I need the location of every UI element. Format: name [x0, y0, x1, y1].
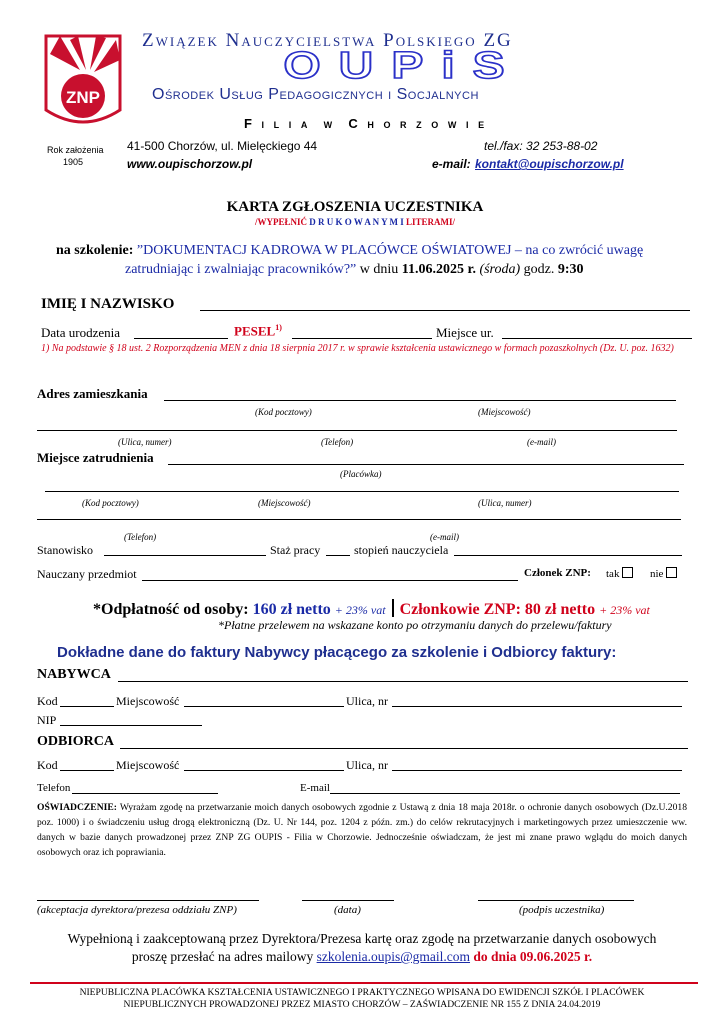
- founded-label: Rok założenia: [47, 145, 104, 155]
- director-signature-field[interactable]: [37, 900, 259, 901]
- vat-note: + 23% vat: [334, 603, 386, 617]
- member-label: Członek ZNP:: [524, 567, 591, 579]
- degree-field[interactable]: [454, 555, 682, 556]
- receiver-street-label: Ulica, nr: [346, 758, 388, 772]
- vat-note: + 23% vat: [599, 603, 650, 617]
- buyer-street-field[interactable]: [392, 706, 682, 707]
- time-prefix: godz.: [520, 262, 558, 277]
- price: 160 zł netto: [252, 601, 331, 618]
- subtitle-emphasis: D R U K O W A N Y M I: [309, 217, 404, 227]
- pricing-line: [93, 599, 650, 619]
- caption-city: (Miejscowość): [258, 498, 311, 508]
- receiver-email-label: E-mail: [300, 782, 330, 794]
- buyer-street-label: Ulica, nr: [346, 694, 388, 708]
- statement-label: OŚWIADCZENIE:: [37, 802, 117, 813]
- website: www.oupischorzow.pl: [127, 157, 253, 171]
- org-line2: Ośrodek Usług Pedagogicznych i Socjalnych: [152, 86, 479, 103]
- receiver-kod-label: Kod: [37, 758, 58, 772]
- caption-street: (Ulica, numer): [118, 437, 172, 447]
- training-time: 9:30: [557, 262, 584, 277]
- workplace-field-3[interactable]: [37, 519, 681, 520]
- caption-city: (Miejscowość): [478, 407, 531, 417]
- receiver-kod-field[interactable]: [60, 770, 114, 771]
- participant-signature-field[interactable]: [478, 900, 634, 901]
- receiver-phone-label: Telefon: [37, 782, 71, 794]
- pesel-field[interactable]: [292, 338, 432, 339]
- buyer-city-field[interactable]: [184, 706, 344, 707]
- participant-caption: (podpis uczestnika): [519, 904, 605, 916]
- director-caption: (akceptacja dyrektora/prezesa oddziału ZNP): [37, 904, 237, 916]
- training-label: na szkolenie:: [56, 243, 134, 258]
- znp-logo-icon: [40, 30, 126, 142]
- founded-year: 1905: [63, 157, 84, 167]
- workplace-label: Miejsce zatrudnienia: [37, 450, 154, 465]
- subject-field[interactable]: [142, 580, 518, 581]
- birthplace-label: Miejsce ur.: [436, 325, 494, 340]
- branch: F i l i a w C h o r z o w i e: [244, 116, 488, 131]
- phone: tel./fax: 32 253-88-02: [484, 139, 598, 153]
- closing-line2: [0, 949, 724, 965]
- footer-line2: NIEPUBLICZNYCH PROWADZONEJ PRZEZ MIASTO CHORZÓW – ZAŚWIADCZENIE NR 155 Z DNIA 24.04.2019: [123, 999, 601, 1010]
- member-no[interactable]: [650, 567, 677, 580]
- nip-label: NIP: [37, 713, 57, 727]
- workplace-field-2[interactable]: [45, 491, 679, 492]
- footer-line1: NIEPUBLICZNA PLACÓWKA KSZTAŁCENIA USTAWICZNEGO I PRAKTYCZNEGO WPISANA DO EWIDENCJI SZKÓŁ I PLACÓWEK: [79, 987, 645, 998]
- caption-email: (e-mail): [430, 532, 459, 542]
- email-label: e-mail:: [432, 157, 471, 171]
- invoice-heading: Dokładne dane do faktury Nabywcy płacącego za szkolenie i Odbiorcy faktury:: [57, 644, 617, 661]
- org-line1: Związek Nauczycielstwa Polskiego ZG: [142, 30, 513, 51]
- caption-institution: (Placówka): [340, 469, 382, 479]
- buyer-city-label: Miejscowość: [116, 694, 180, 708]
- pricing-label: *Odpłatność od osoby:: [93, 601, 249, 618]
- yes-checkbox[interactable]: [622, 567, 633, 578]
- caption-postcode: (Kod pocztowy): [255, 407, 312, 417]
- birthdate-field[interactable]: [134, 338, 228, 339]
- training-day: (środa): [479, 262, 521, 277]
- submission-email-link[interactable]: szkolenia.oupis@gmail.com: [316, 949, 471, 964]
- pricing-divider: [392, 599, 394, 617]
- closing-line1: Wypełnioną i zaakceptowaną przez Dyrektora/Prezesa kartę oraz zgodę na przetwarzanie danych osobowych: [67, 931, 657, 946]
- logo: [40, 30, 126, 142]
- statement-text: Wyrażam zgodę na przetwarzanie moich danych osobowych zgodnie z Ustawą z dnia 18 maja 2018r. o ochronie danych osobowych (Dz.U.2018 poz. 1000) i o świadczeniu usług drogą elektroniczną (Dz. U. Nr 144, poz. 1204 z późn. zm.) do celów rekrutacyjnych i marketingowych przez umieszczenie ww. danych w bazie danych prowadzonej przez ZNP ZG OUPIS - Filia w Chorzowie. Jednocześnie oświadczam, że jest mi znane prawo wglądu do moich danych osobowych oraz ich poprawiania.: [37, 802, 687, 858]
- header-email-link[interactable]: kontakt@oupischorzow.pl: [475, 157, 624, 171]
- no-label: nie: [650, 568, 664, 580]
- name-field[interactable]: [200, 310, 690, 311]
- caption-phone: (Telefon): [321, 437, 354, 447]
- members-price: Członkowie ZNP: 80 zł netto: [399, 601, 596, 618]
- workplace-field[interactable]: [168, 464, 684, 465]
- caption-street: (Ulica, numer): [478, 498, 532, 508]
- position-label: Stanowisko: [37, 543, 94, 557]
- buyer-label: NABYWCA: [37, 667, 111, 682]
- buyer-kod-field[interactable]: [60, 706, 114, 707]
- pricing-note: *Płatne przelewem na wskazane konto po otrzymaniu danych do przelewu/faktury: [218, 618, 612, 632]
- pesel-text: PESEL: [234, 323, 276, 339]
- receiver-email-field[interactable]: [330, 793, 680, 794]
- date-caption: (data): [334, 904, 361, 916]
- buyer-field[interactable]: [118, 681, 688, 682]
- caption-postcode: (Kod pocztowy): [82, 498, 139, 508]
- birthplace-field[interactable]: [502, 338, 692, 339]
- training-line2: [125, 262, 584, 278]
- pesel-label: [234, 323, 282, 339]
- seniority-label: Staż pracy: [270, 543, 321, 557]
- subtitle-part: LITERAMI/: [403, 217, 456, 227]
- address: 41-500 Chorzów, ul. Mielęckiego 44: [127, 139, 318, 153]
- name-label: IMIĘ I NAZWISKO: [41, 296, 175, 312]
- caption-phone: (Telefon): [124, 532, 157, 542]
- caption-email: (e-mail): [527, 437, 556, 447]
- date-signature-field[interactable]: [302, 900, 394, 901]
- training-title-cont: zatrudniając i zwalniając pracowników?”: [125, 262, 357, 277]
- receiver-field[interactable]: [120, 748, 688, 749]
- receiver-phone-field[interactable]: [72, 793, 218, 794]
- footer-divider: [30, 982, 698, 984]
- pesel-sup: 1): [275, 323, 282, 332]
- buyer-kod-label: Kod: [37, 694, 58, 708]
- subtitle-part: /WYPEŁNIĆ: [254, 217, 310, 227]
- address-label: Adres zamieszkania: [37, 386, 148, 401]
- subject-label: Nauczany przedmiot: [37, 567, 137, 581]
- birth-label: Data urodzenia: [41, 325, 121, 340]
- training-date: 11.06.2025 r.: [401, 262, 476, 277]
- receiver-city-label: Miejscowość: [116, 758, 180, 772]
- closing-text: proszę przesłać na adres mailowy: [131, 949, 317, 964]
- nip-field[interactable]: [60, 725, 202, 726]
- receiver-city-field[interactable]: [184, 770, 344, 771]
- footnote: 1) Na podstawie § 18 ust. 2 Rozporządzenia MEN z dnia 18 sierpnia 2017 r. w sprawie kształcenia ustawicznego w formach pozaszkolnych (Dz. U. poz. 1632): [41, 343, 674, 354]
- position-field[interactable]: [104, 555, 266, 556]
- training-line1: [56, 243, 643, 259]
- statement: [37, 800, 687, 860]
- date-prefix: w dniu: [356, 262, 402, 277]
- training-title: ”DOKUMENTACJ KADROWA W PLACÓWCE OŚWIATOWEJ – na co zwrócić uwagę: [133, 243, 644, 258]
- address-field[interactable]: [164, 400, 676, 401]
- form-title: KARTA ZGŁOSZENIA UCZESTNIKA: [226, 199, 484, 215]
- yes-label: tak: [606, 568, 620, 580]
- degree-label: stopień nauczyciela: [354, 543, 449, 557]
- member-yes[interactable]: [606, 567, 633, 580]
- logo-text: ZNP: [66, 88, 100, 107]
- closing-deadline: do dnia 09.06.2025 r.: [470, 949, 593, 964]
- seniority-field[interactable]: [326, 555, 350, 556]
- receiver-street-field[interactable]: [392, 770, 682, 771]
- no-checkbox[interactable]: [666, 567, 677, 578]
- address-field-2[interactable]: [37, 430, 677, 431]
- oupis-logo: OUPiS: [283, 44, 523, 87]
- receiver-label: ODBIORCA: [37, 734, 115, 749]
- form-subtitle: [0, 217, 710, 227]
